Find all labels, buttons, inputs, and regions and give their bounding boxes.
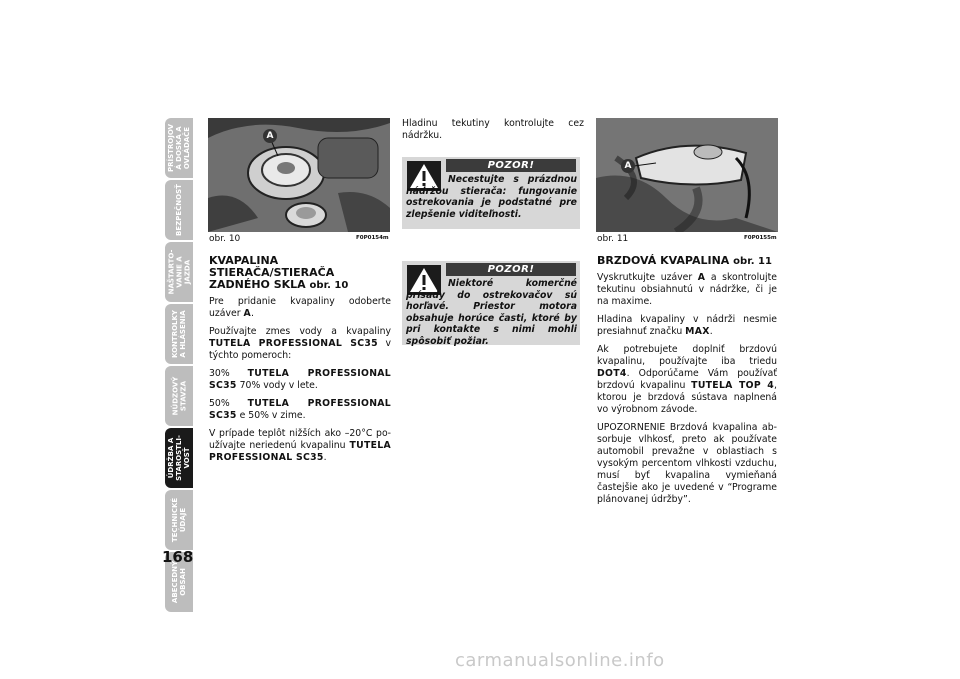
tab-instrument-panel[interactable]: PRÍSTROJOV Á DOSKA A OVLÁDAČE — [165, 118, 193, 178]
middle-column — [402, 118, 584, 148]
warning-label: POZOR! — [446, 159, 576, 172]
paragraph: Pre pridanie kvapaliny odoberte uzáver A. — [209, 296, 391, 319]
paragraph: V prípade teplôt nižších ako –20°C používajte neriedenú kvapalinu TUTELA PROFESSIONAL SC35. — [209, 428, 391, 463]
paragraph: 30% TUTELA PROFESSIONAL SC35 70% vody v lete. — [209, 368, 392, 391]
page-number: 168 — [162, 548, 194, 566]
paragraph: 50% TUTELA PROFESSIONAL SC35 e 50% v zime. — [209, 398, 392, 421]
watermark: carmanualsonline.info — [455, 650, 665, 671]
warning-text-1: Necestujte s prázdnou nádržou stierača: fungovanie ostrekovania je podstatné pre zlepšenie viditeľnosti. — [406, 174, 577, 220]
warning-box-1 — [402, 157, 580, 229]
figure-10-caption: obr. 10 — [209, 234, 241, 244]
figure-10-code: F0P0154m — [356, 235, 389, 241]
left-column — [209, 255, 391, 470]
warning-text-2: Niektoré komerčné prísady do ostrekovačov sú horľavé. Priestor motora obsahuje horúce časti, ktoré by pri kontakte s nimi mohli spôsobiť požiar. — [406, 278, 577, 347]
paragraph: Ak potrebujete doplniť brzdovú kvapalinu, používajte iba triedu DOT4. Odporúčame Vám používať brzdovú kvapalinu TUTELA TOP 4, ktorou je brzdová sústava naplnená vo výrobnom závode. — [597, 344, 777, 415]
paragraph: Používajte zmes vody a kvapaliny TUTELA PROFESSIONAL SC35 v týchto pomeroch: — [209, 326, 391, 361]
figure-11-caption: obr. 11 — [597, 234, 629, 244]
brake-fluid-reservoir-image — [596, 118, 778, 232]
figure-11-photo — [596, 118, 778, 232]
tab-index[interactable]: ABECEDNÝ OBSAH — [165, 552, 193, 612]
marker-a-fig10: A — [263, 129, 277, 143]
warning-box-2 — [402, 261, 580, 345]
right-column — [597, 255, 777, 512]
section-title-brake-fluid: BRZDOVÁ KVAPALINA obr. 11 — [597, 254, 772, 267]
paragraph: Hladina kvapaliny v nádrži nesmie presiahnuť značku MAX. — [597, 314, 777, 337]
tab-emergency[interactable]: NÚDZOVÝ STAVZA — [165, 366, 193, 426]
tab-safety[interactable]: BEZPEČNOSŤ — [165, 180, 193, 240]
tab-starting-driving[interactable]: NAŠTARTO- VANIE A JAZDA — [165, 242, 193, 302]
paragraph: Vyskrutkujte uzáver A a skontrolujte tekutinu obsiahnutú v nádržke, či je na maxime. — [597, 272, 777, 307]
warning-label: POZOR! — [446, 263, 576, 276]
tab-warning-lights[interactable]: KONTROLKY A HLÁSENIA — [165, 304, 193, 364]
paragraph: UPOZORNENIE Brzdová kvapalina absorbuje vlhkosť, preto ak používate automobil prevažne v oblastiach s vysokým percentom vlhkosti vzduchu, musí byť kvapalina vymieňaná častejšie ako je uvedené v “Programe plánovanej údržby”. — [597, 422, 777, 505]
engine-bay-washer-reservoir-image — [208, 118, 390, 232]
figure-10-photo — [208, 118, 390, 232]
intro-text: Hladinu tekutiny kontrolujte cez nádržku. — [402, 118, 584, 141]
figure-11-code: F0P0155m — [744, 235, 777, 241]
section-title-washer-fluid: KVAPALINA STIERAČA/STIERAČA ZADNÉHO SKLA obr. 10 — [209, 254, 349, 291]
tab-maintenance[interactable]: ÚDRŽBA A STAROSTLI- VOSŤ — [165, 428, 193, 488]
tab-technical-data[interactable]: TECHNICKÉ ÚDAJE — [165, 490, 193, 550]
marker-a-fig11: A — [621, 159, 635, 173]
